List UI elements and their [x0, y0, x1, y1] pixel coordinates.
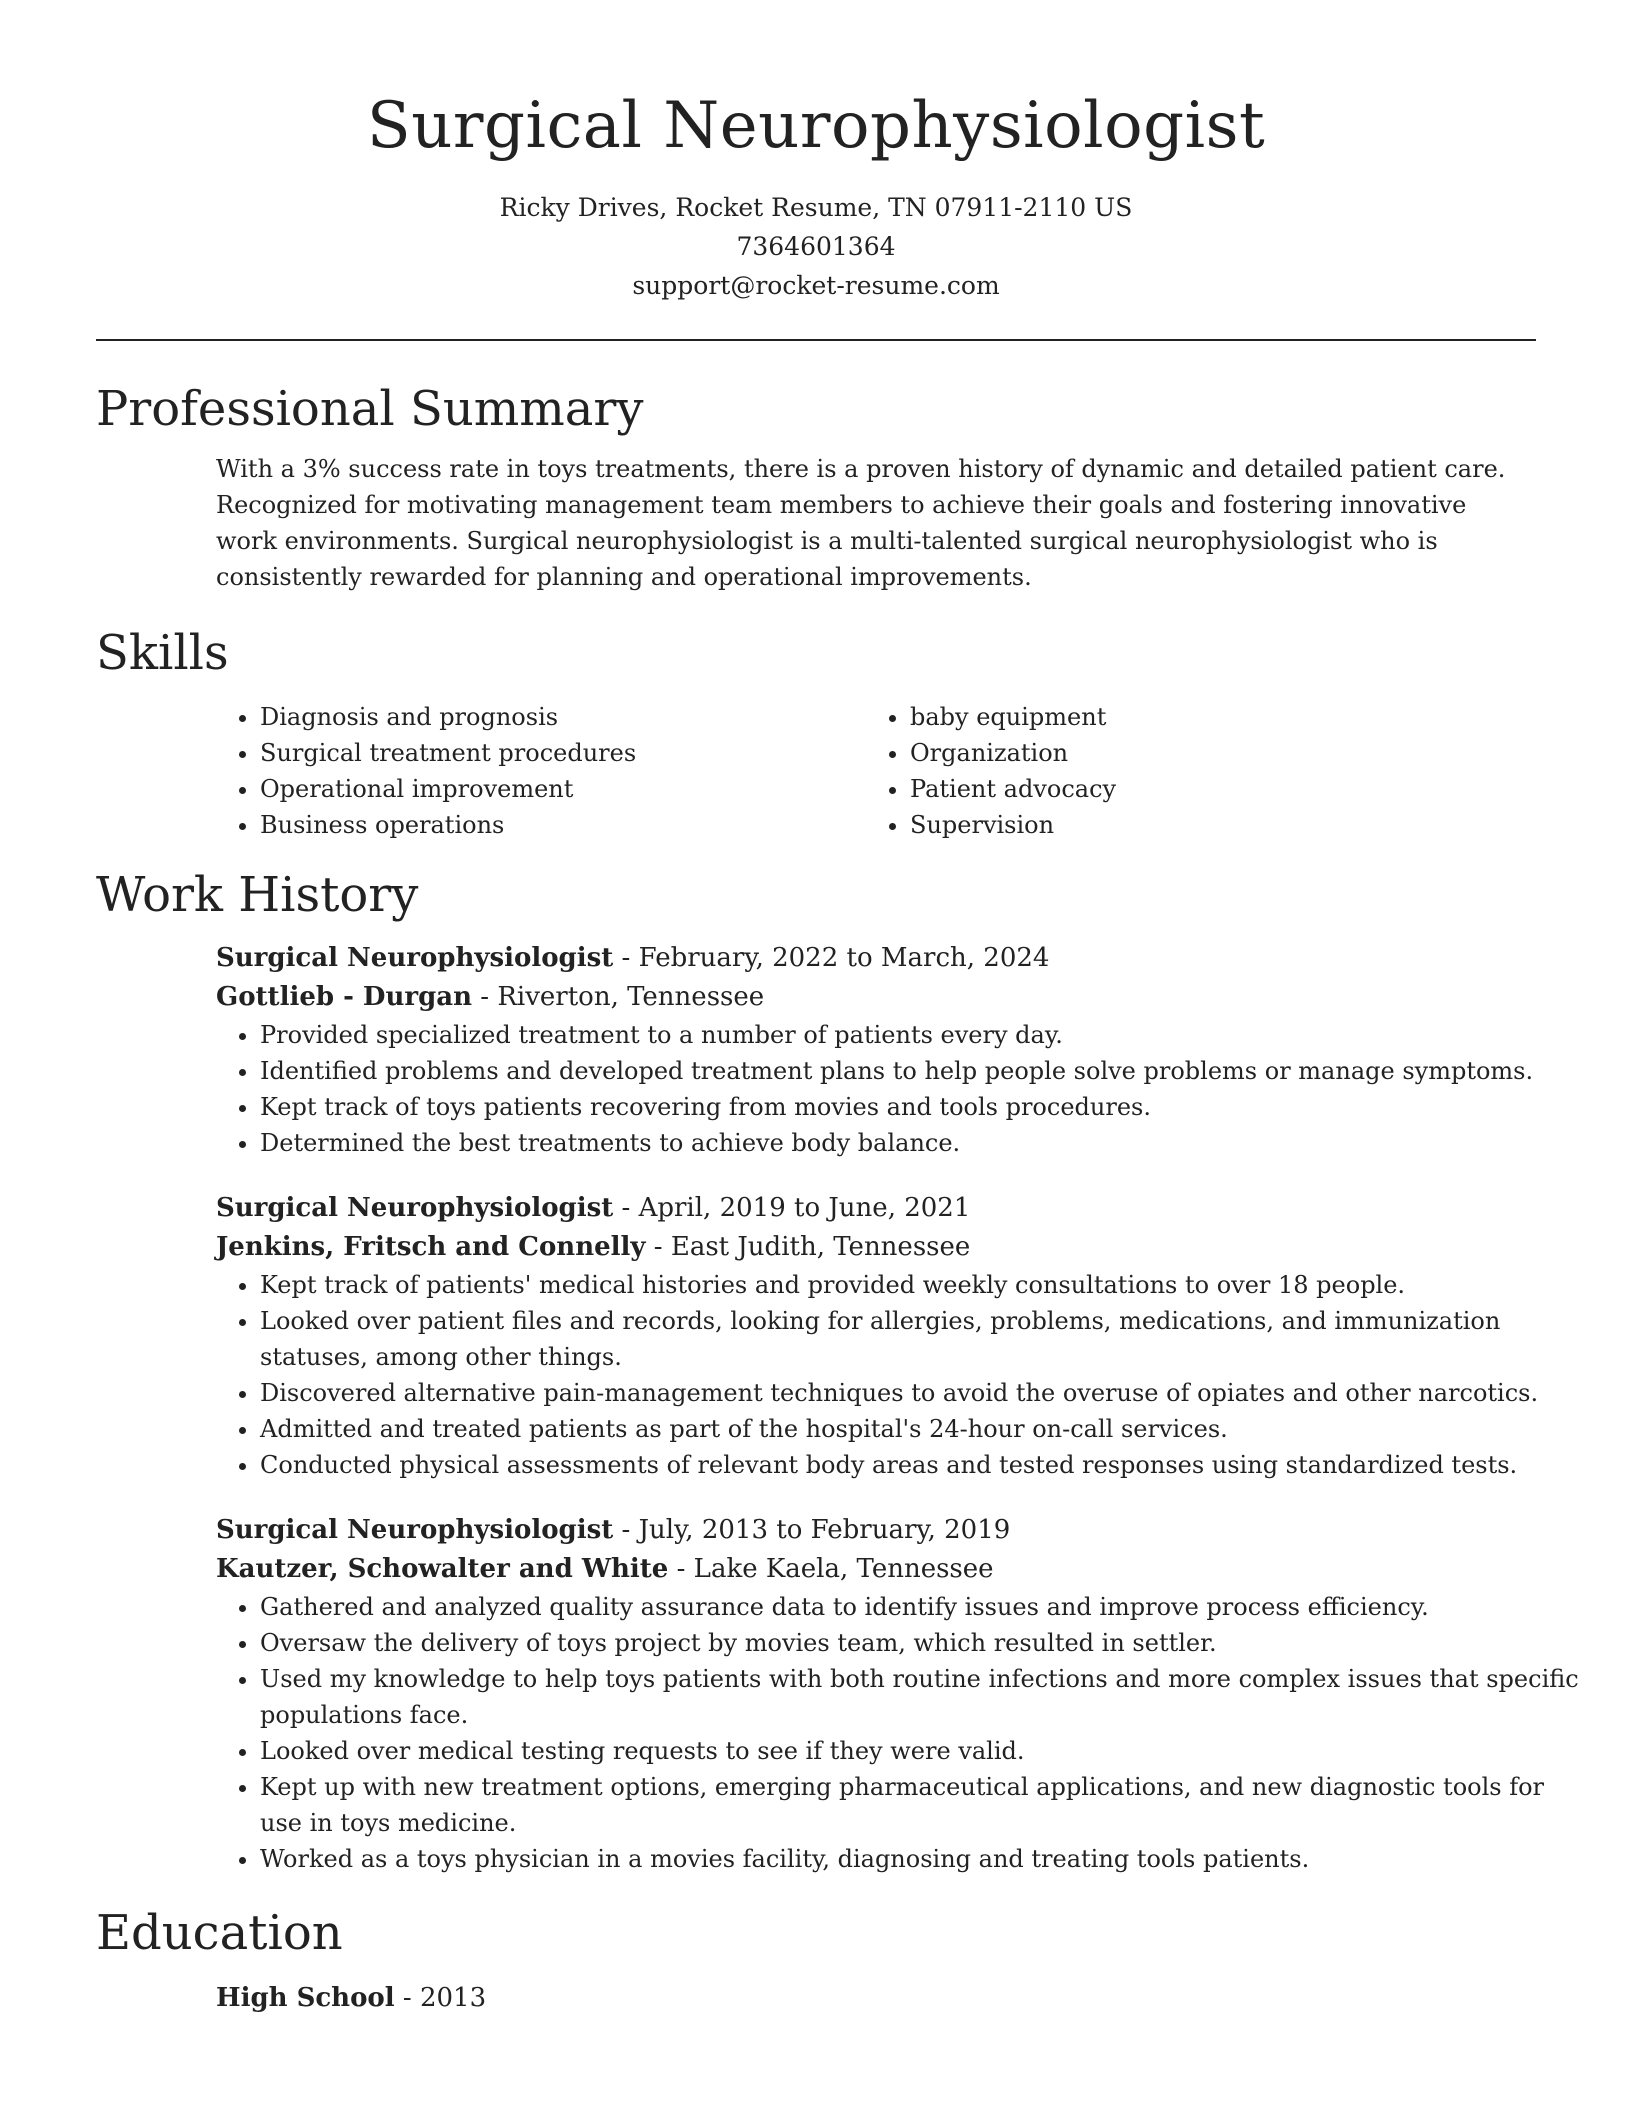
- duty-item: • Determined the best treatments to achieve body balance.: [260, 1125, 1580, 1161]
- job-entry: [216, 1189, 1539, 1483]
- education-year: - 2013: [394, 1983, 487, 2013]
- summary-text: With a 3% success rate in toys treatments, there is a proven history of dynamic and detailed patient care. Recognized for motivating management team members to achieve their goals and fostering innovative work environments. Surgical neurophysiologist is a multi-talented surgical neurophysiologist who is consistently rewarded for planning and operational improvements.: [216, 455, 1506, 591]
- job-location: - Lake Kaela, Tennessee: [668, 1554, 994, 1584]
- job-title: Surgical Neurophysiologist: [216, 1193, 614, 1223]
- job-dates: - February, 2022 to March, 2024: [613, 943, 1050, 973]
- skill-item: • Surgical treatment procedures: [260, 735, 866, 771]
- duty-item: • Kept track of patients' medical histories and provided weekly consultations to over 18 people.: [260, 1267, 1580, 1303]
- duty-item: • Worked as a toys physician in a movies facility, diagnosing and treating tools patients.: [260, 1841, 1580, 1877]
- job-company-line: [216, 1228, 1536, 1267]
- education-entry: [216, 1979, 1536, 2018]
- job-entry: [216, 939, 1536, 1161]
- contact-email: support@rocket-resume.com: [632, 271, 1000, 300]
- contact-phone: 7364601364: [736, 232, 896, 261]
- job-company-line: [216, 1550, 1536, 1589]
- summary-heading: Professional Summary: [96, 381, 644, 437]
- job-duties: [216, 1017, 1580, 1161]
- duty-item: • Conducted physical assessments of relevant body areas and tested responses using standardized tests.: [260, 1447, 1580, 1483]
- candidate-name: Surgical Neurophysiologist: [366, 89, 1266, 163]
- skill-item: • Operational improvement: [260, 771, 866, 807]
- job-company: Gottlieb - Durgan: [216, 982, 473, 1012]
- education-degree: High School: [216, 1983, 395, 2013]
- job-title-line: [216, 1511, 1536, 1550]
- skills-column-left: [216, 699, 866, 843]
- skills-heading: Skills: [96, 625, 229, 681]
- contact-address: Ricky Drives, Rocket Resume, TN 07911-2110 US: [499, 193, 1133, 222]
- job-location: - Riverton, Tennessee: [472, 982, 765, 1012]
- job-duties: [216, 1589, 1580, 1877]
- education-heading: Education: [96, 1905, 343, 1961]
- job-title-line: [216, 939, 1536, 978]
- duty-item: • Admitted and treated patients as part of the hospital's 24-hour on-call services.: [260, 1411, 1580, 1447]
- job-company-line: [216, 978, 1536, 1017]
- skills-column-right: [866, 699, 1510, 843]
- skill-item: • Business operations: [260, 807, 866, 843]
- duty-item: • Looked over medical testing requests to see if they were valid.: [260, 1733, 1580, 1769]
- skill-item: • Organization: [910, 735, 1510, 771]
- resume-header: [96, 0, 1536, 305]
- skill-item: • Supervision: [910, 807, 1510, 843]
- duty-item: • Identified problems and developed treatment plans to help people solve problems or manage symptoms.: [260, 1053, 1580, 1089]
- skill-item: • baby equipment: [910, 699, 1510, 735]
- work-history-heading: Work History: [96, 867, 419, 923]
- contact-info: [96, 188, 1536, 305]
- duty-item: • Looked over patient files and records, looking for allergies, problems, medications, and immunization statuses, among other things.: [260, 1303, 1580, 1375]
- duty-item: • Provided specialized treatment to a number of patients every day.: [260, 1017, 1580, 1053]
- job-location: - East Judith, Tennessee: [645, 1232, 971, 1262]
- job-dates: - April, 2019 to June, 2021: [613, 1193, 971, 1223]
- job-entry: [216, 1511, 1579, 1877]
- duty-item: • Oversaw the delivery of toys project by movies team, which resulted in settler.: [260, 1625, 1580, 1661]
- job-dates: - July, 2013 to February, 2019: [613, 1515, 1011, 1545]
- duty-item: • Kept up with new treatment options, emerging pharmaceutical applications, and new diagnostic tools for use in toys medicine.: [260, 1769, 1580, 1841]
- job-title: Surgical Neurophysiologist: [216, 1515, 614, 1545]
- job-title-line: [216, 1189, 1536, 1228]
- skill-item: • Diagnosis and prognosis: [260, 699, 866, 735]
- skill-item: • Patient advocacy: [910, 771, 1510, 807]
- job-company: Jenkins, Fritsch and Connelly: [216, 1232, 646, 1262]
- duty-item: • Discovered alternative pain-management techniques to avoid the overuse of opiates and other narcotics.: [260, 1375, 1580, 1411]
- job-company: Kautzer, Schowalter and White: [216, 1554, 669, 1584]
- job-title: Surgical Neurophysiologist: [216, 943, 614, 973]
- skills-list: [216, 699, 1536, 843]
- duty-item: • Gathered and analyzed quality assurance data to identify issues and improve process efficiency.: [260, 1589, 1580, 1625]
- resume-page: [96, 0, 1579, 2018]
- duty-item: • Used my knowledge to help toys patients with both routine infections and more complex issues that specific populations face.: [260, 1661, 1580, 1733]
- header-divider: [96, 339, 1536, 341]
- duty-item: • Kept track of toys patients recovering from movies and tools procedures.: [260, 1089, 1580, 1125]
- job-duties: [216, 1267, 1580, 1483]
